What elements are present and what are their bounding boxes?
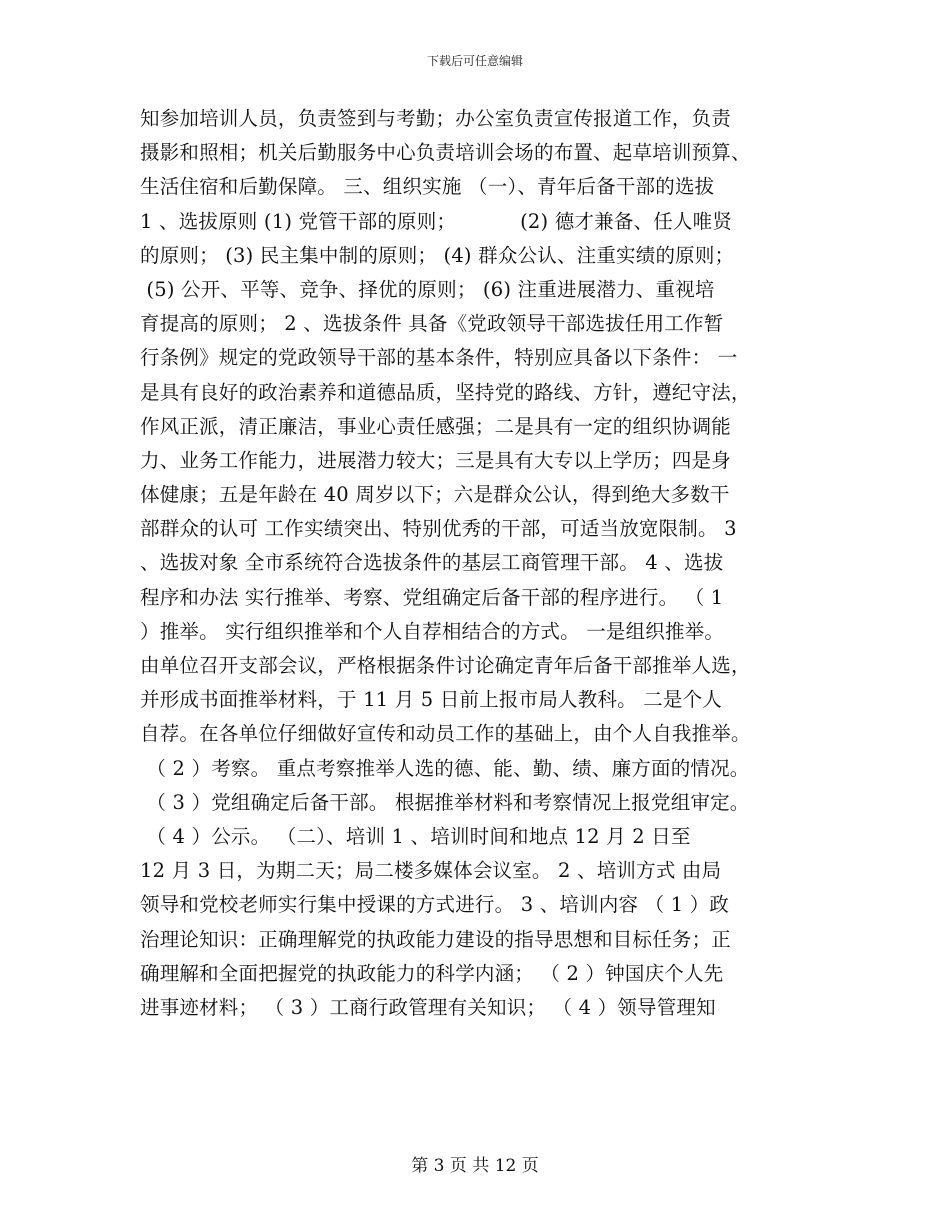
body-line: 行条例》规定的党政领导干部的基本条件，特别应具备以下条件： 一 (140, 346, 738, 370)
body-line: 力、业务工作能力，进展潜力较大；三是具有大专以上学历；四是身 (140, 448, 732, 472)
body-line: 体健康；五是年龄在 40 周岁以下；六是群众公认，得到绝大多数干 (140, 483, 730, 507)
page-header: 下载后可任意编辑 (426, 54, 523, 68)
body-line: 部群众的认可 工作实绩突出、特别优秀的干部，可适当放宽限制。 3 (140, 517, 737, 541)
body-line: （ 4 ）公示。 （二）、培训 1 、培训时间和地点 12 月 2 日至 (140, 824, 691, 848)
body-line: 知参加培训人员，负责签到与考勤；办公室负责宣传报道工作，负责 (140, 107, 732, 130)
body-line: 作风正派，清正廉洁，事业心责任感强；二是具有一定的组织协调能 (140, 414, 732, 438)
body-line: 并形成书面推举材料，于 11 月 5 日前上报市局人教科。 二是个人 (140, 688, 723, 712)
body-line: ）推举。 实行组织推举和个人自荐相结合的方式。 一是组织推举。 (140, 619, 725, 643)
body-line: 12 月 3 日，为期二天；局二楼多媒体会议室。 2 、培训方式 由局 (140, 859, 722, 883)
body-line: 育提高的原则； 2 、选拔条件 具备《党政领导干部选拔任用工作暂 (140, 312, 724, 336)
body-line: 领导和党校老师实行集中授课的方式进行。 3 、培训内容 （ 1 ）政 (140, 893, 730, 917)
body-line: 的原则； (3) 民主集中制的原则； (4) 群众公认、注重实绩的原则； (140, 243, 735, 267)
page-footer: 第 3 页 共 12 页 (411, 1156, 539, 1176)
body-line: 由单位召开支部会议，严格根据条件讨论确定青年后备干部推举人选， (140, 654, 751, 677)
body-line: （ 2 ）考察。 重点考察推举人选的德、能、勤、绩、廉方面的情况。 (140, 756, 750, 780)
body-line: 、选拔对象 全市系统符合选拔条件的基层工商管理干部。 4 、选拔 (140, 551, 724, 575)
body-line: 治理论知识：正确理解党的执政能力建设的指导思想和目标任务；正 (140, 927, 732, 951)
body-line: 是具有良好的政治素养和道德品质，坚持党的路线、方针，遵纪守法， (140, 380, 751, 404)
body-line: 生活住宿和后勤保障。 三、组织实施 （一）、青年后备干部的选拔 (140, 175, 715, 199)
document-body (140, 102, 830, 1025)
body-line: 进事迹材料； （ 3 ）工商行政管理有关知识； （ 4 ）领导管理知 (140, 995, 716, 1019)
body-line: （ 3 ）党组确定后备干部。 根据推举材料和考察情况上报党组审定。 (140, 790, 750, 814)
body-line: (5) 公开、平等、竞争、择优的原则； (6) 注重进展潜力、重视培 (140, 277, 715, 301)
body-line: 自荐。在各单位仔细做好宣传和动员工作的基础上，由个人自我推举。 (140, 722, 751, 746)
body-line: 1 、选拔原则 (1) 党管干部的原则； (2) 德才兼备、任人唯贤 (140, 209, 733, 233)
body-line: 摄影和照相；机关后勤服务中心负责培训会场的布置、起草培训预算、 (140, 141, 751, 165)
body-line: 程序和办法 实行推举、考察、党组确定后备干部的程序进行。 （ 1 (140, 585, 724, 609)
body-line: 确理解和全面把握党的执政能力的科学内涵； （ 2 ）钟国庆个人先 (140, 961, 724, 985)
